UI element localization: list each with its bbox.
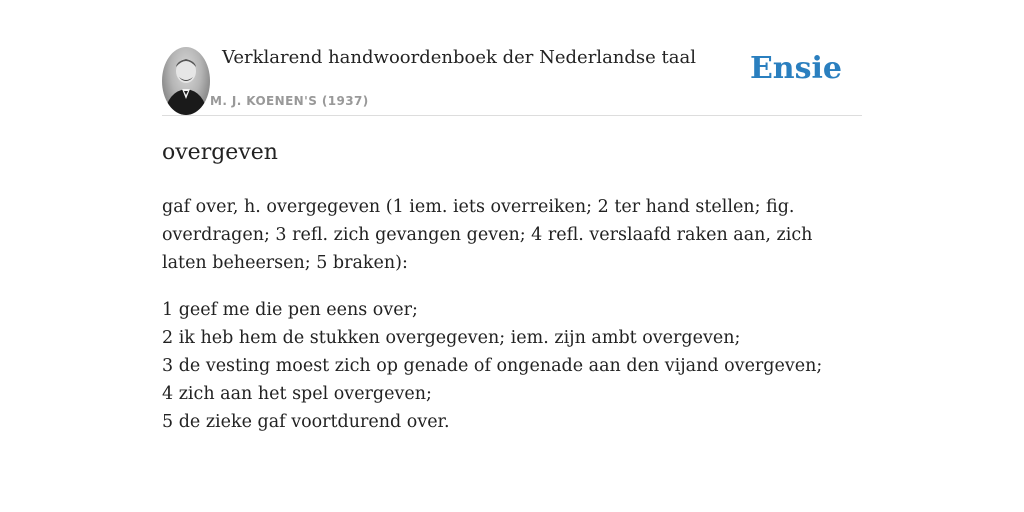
dictionary-header: [162, 45, 862, 116]
ensie-logo-link[interactable]: Ensie: [749, 51, 842, 86]
dictionary-title: Verklarend handwoordenboek der Nederlandse taal: [222, 47, 696, 68]
example-item: 2 ik heb hem de stukken overgegeven; iem. zijn ambt overgeven;: [162, 328, 741, 348]
example-item: 5 de zieke gaf voortdurend over.: [162, 412, 450, 432]
author-portrait-icon: [162, 47, 210, 115]
example-item: 4 zich aan het spel overgeven;: [162, 384, 432, 404]
example-item: 1 geef me die pen eens over;: [162, 300, 418, 320]
entry-headword: overgeven: [162, 140, 278, 165]
dictionary-subtitle: M. J. KOENEN'S (1937): [210, 94, 369, 108]
entry-definition: gaf over, h. overgegeven (1 iem. iets overreiken; 2 ter hand stellen; fig. overdragen; 3 refl. zich gevangen geven; 4 refl. verslaafd raken aan, zich laten beheersen; 5 braken):: [162, 197, 813, 273]
example-item: 3 de vesting moest zich op genade of ongenade aan den vijand overgeven;: [162, 356, 823, 376]
example-list: [162, 296, 842, 436]
